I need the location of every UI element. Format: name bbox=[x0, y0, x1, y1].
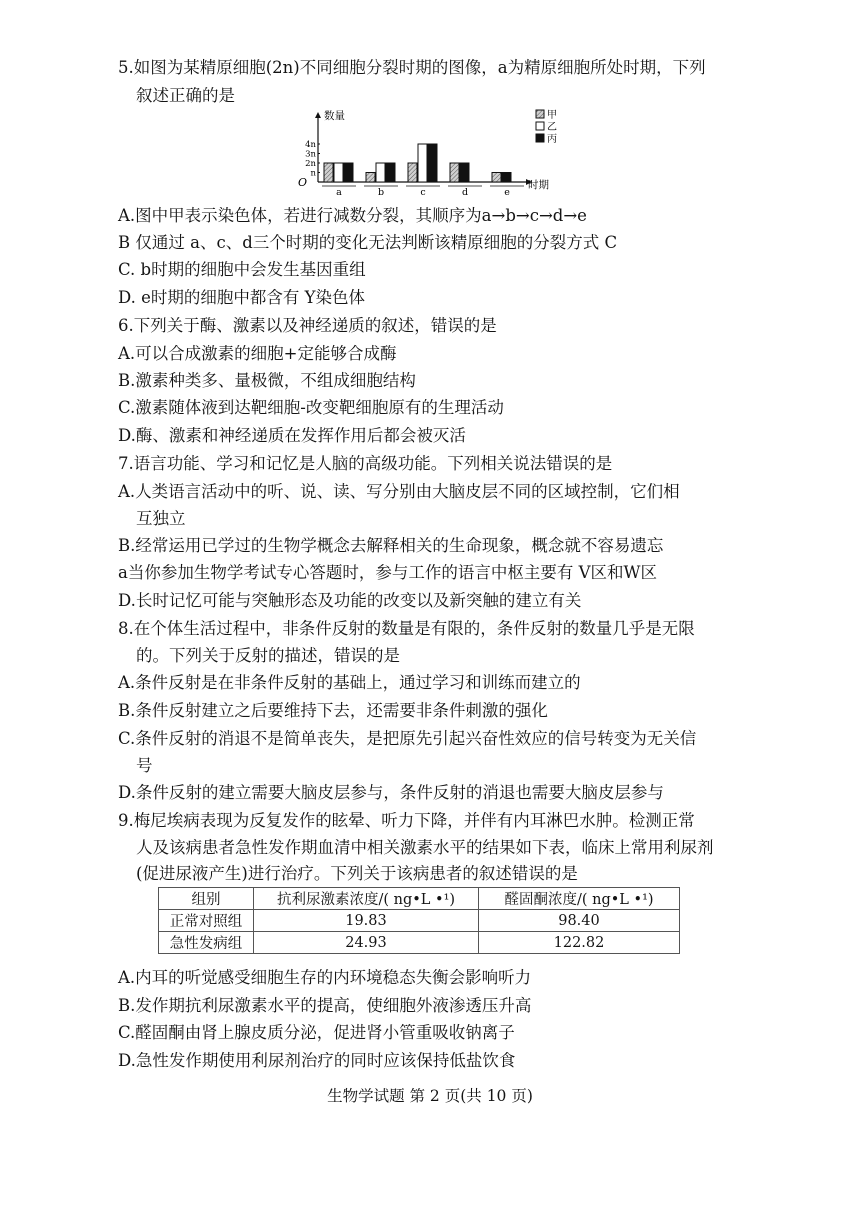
table-row bbox=[159, 910, 680, 932]
bar-甲-d bbox=[450, 163, 459, 182]
q8-stem: 8.在个体生活过程中，非条件反射的数量是有限的，条件反射的数量几乎是无限 bbox=[118, 619, 695, 638]
bar-丙-e bbox=[502, 173, 511, 183]
legend-label: 乙 bbox=[547, 122, 557, 133]
q7-stem: 7.语言功能、学习和记忆是人脑的高级功能。下列相关说法错误的是 bbox=[118, 454, 613, 473]
page-footer: 生物学试题 第 2 页(共 10 页) bbox=[327, 1087, 533, 1105]
chart-legend bbox=[536, 109, 557, 145]
x-tick-label: a bbox=[336, 187, 342, 198]
q6-option-a: A.可以合成激素的细胞+定能够合成酶 bbox=[118, 344, 397, 363]
y-axis-arrow bbox=[315, 112, 321, 118]
table-row bbox=[159, 932, 680, 954]
q8-option-d: D.条件反射的建立需要大脑皮层参与，条件反射的消退也需要大脑皮层参与 bbox=[118, 783, 664, 802]
q7-option-d: D.长时记忆可能与突触形态及功能的改变以及新突触的建立有关 bbox=[118, 591, 582, 610]
bar-甲-c bbox=[408, 163, 417, 182]
bar-丙-c bbox=[428, 144, 437, 182]
q5-stem: 5.如图为某精原细胞(2n)不同细胞分裂时期的图像，a为精原细胞所处时期，下列 bbox=[118, 58, 706, 77]
x-tick-label: e bbox=[504, 187, 510, 198]
q8-option-c-cont: 号 bbox=[136, 756, 153, 775]
y-tick-label: 3n bbox=[305, 149, 316, 160]
q9-option-b: B.发作期抗利尿激素水平的提高，使细胞外液渗透压升高 bbox=[118, 996, 532, 1015]
q7-option-c: a当你参加生物学考试专心答题时，参与工作的语言中枢主要有 V区和W区 bbox=[118, 563, 657, 582]
table-cell: 19.83 bbox=[254, 910, 479, 932]
q5-option-a: A.图中甲表示染色体，若进行减数分裂，其顺序为a→b→c→d→e bbox=[118, 206, 587, 225]
q5-bar-chart bbox=[296, 106, 568, 198]
bar-甲-e bbox=[492, 173, 501, 183]
q9-hormone-table bbox=[158, 887, 680, 954]
q5-stem-cont: 叙述正确的是 bbox=[136, 86, 235, 105]
q6-stem: 6.下列关于酶、激素以及神经递质的叙述，错误的是 bbox=[118, 316, 497, 335]
bar-甲-a bbox=[324, 163, 333, 182]
q6-option-c: C.激素随体液到达靶细胞-改变靶细胞原有的生理活动 bbox=[118, 398, 504, 417]
table-header-cell: 抗利尿激素浓度/( ng•L •¹) bbox=[254, 888, 479, 910]
table-cell: 正常对照组 bbox=[159, 910, 254, 932]
bar-乙-b bbox=[376, 163, 385, 182]
bar-丙-a bbox=[344, 163, 353, 182]
q7-option-a: A.人类语言活动中的听、说、读、写分别由大脑皮层不同的区域控制，它们相 bbox=[118, 482, 680, 501]
table-cell: 24.93 bbox=[254, 932, 479, 954]
q9-stem-cont-2: (促进尿液产生)进行治疗。下列关于该病患者的叙述错误的是 bbox=[136, 864, 578, 883]
table-header-cell: 组别 bbox=[159, 888, 254, 910]
q6-option-b: B.激素种类多、量极微，不组成细胞结构 bbox=[118, 371, 416, 390]
y-tick-label: n bbox=[310, 168, 316, 179]
table-cell: 急性发病组 bbox=[159, 932, 254, 954]
table-cell: 122.82 bbox=[479, 932, 680, 954]
q6-option-d: D.酶、激素和神经递质在发挥作用后都会被灭活 bbox=[118, 426, 466, 445]
q7-option-b: B.经常运用已学过的生物学概念去解释相关的生命现象，概念就不容易遗忘 bbox=[118, 536, 664, 555]
q9-option-d: D.急性发作期使用利尿剂治疗的同时应该保持低盐饮食 bbox=[118, 1051, 516, 1070]
y-tick-label: 2n bbox=[305, 159, 316, 169]
q9-option-c: C.醛固酮由肾上腺皮质分泌，促进肾小管重吸收钠离子 bbox=[118, 1023, 515, 1042]
q5-option-d: D. e时期的细胞中都含有 Y染色体 bbox=[118, 288, 366, 307]
chart-bars bbox=[324, 144, 511, 182]
x-tick-label: c bbox=[420, 187, 426, 198]
q9-stem: 9.梅尼埃病表现为反复发作的眩晕、听力下降，并伴有内耳淋巴水肿。检测正常 bbox=[118, 811, 695, 830]
y-tick-label: 4n bbox=[305, 140, 316, 150]
x-tick-label: d bbox=[461, 187, 469, 198]
legend-label: 甲 bbox=[547, 110, 557, 121]
bar-丙-b bbox=[386, 163, 395, 182]
q5-option-c: C. b时期的细胞中会发生基因重组 bbox=[118, 260, 366, 279]
q9-option-a: A.内耳的听觉感受细胞生存的内环境稳态失衡会影响听力 bbox=[118, 968, 532, 987]
bar-甲-b bbox=[366, 173, 375, 183]
table-cell: 98.40 bbox=[479, 910, 680, 932]
bar-丙-d bbox=[460, 163, 469, 182]
legend-swatch bbox=[536, 134, 544, 142]
x-axis-label: 时期 bbox=[528, 179, 549, 191]
x-tick-label: b bbox=[377, 187, 385, 198]
q7-option-a-cont: 互独立 bbox=[136, 509, 186, 528]
legend-swatch bbox=[536, 122, 544, 130]
q5-option-b: B 仅通过 a、c、d三个时期的变化无法判断该精原细胞的分裂方式 C bbox=[118, 233, 618, 252]
origin-label: O bbox=[298, 176, 308, 189]
legend-swatch bbox=[536, 110, 544, 118]
q8-stem-cont: 的。下列关于反射的描述，错误的是 bbox=[136, 646, 400, 665]
legend-label: 丙 bbox=[547, 134, 557, 145]
q8-option-b: B.条件反射建立之后要维持下去，还需要非条件刺激的强化 bbox=[118, 701, 548, 720]
q8-option-c: C.条件反射的消退不是简单丧失，是把原先引起兴奋性效应的信号转变为无关信 bbox=[118, 729, 697, 748]
q9-stem-cont-1: 人及该病患者急性发作期血清中相关激素水平的结果如下表，临床上常用利尿剂 bbox=[136, 838, 714, 857]
bar-乙-a bbox=[334, 163, 343, 182]
y-axis-label: 数量 bbox=[324, 110, 345, 122]
bar-乙-c bbox=[418, 144, 427, 182]
table-header-row bbox=[159, 888, 680, 910]
q8-option-a: A.条件反射是在非条件反射的基础上，通过学习和训练而建立的 bbox=[118, 673, 581, 692]
table-header-cell: 醛固酮浓度/( ng•L •¹) bbox=[479, 888, 680, 910]
